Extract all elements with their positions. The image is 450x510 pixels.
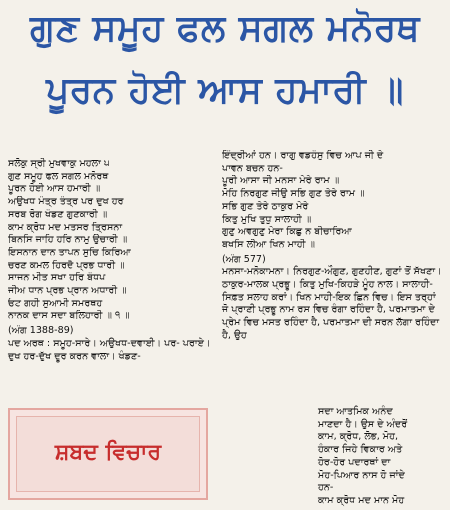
verse-line: ਨਾਨਕ ਦਾਸ ਸਦਾ ਬਲਿਹਾਰੀ ॥ ੧ ॥	[8, 310, 130, 322]
verse-line: ਬਿਨਸਿ ਜਾਹਿ ਹਰਿ ਨਾਮੁ ਉਚਾਰੀ ॥	[8, 234, 128, 246]
verse-line: ਚਰਣ ਕਮਲ ਹਿਰਦੈ ਪ੍ਰਭ ਧਾਰੀ ॥	[8, 259, 125, 271]
verse-line: ਸਾਜਨ ਮੀਤ ਸਖਾ ਹਰਿ ਬੰਧਪ	[8, 272, 106, 284]
right-bottom-line: ਮੋਹ-ਪਿਆਰ ਨਾਸ ਹੋ ਜਾਂਦੇ	[318, 469, 405, 481]
right-line: ਪਾਵਨ ਬਚਨ ਹਨ-	[222, 162, 283, 174]
ang-reference: (ਅੰਗ 577)	[222, 253, 266, 265]
right-line: ਇੰਦ੍ਰੀਆਂ ਹਨ। ਰਾਗੁ ਵਡਹੰਸੁ ਵਿਚ ਆਪ ਜੀ ਦੇ	[222, 150, 384, 161]
right-bottom-line: ਕਾਮ ਕ੍ਰੋਧ ਮਦ ਮਾਨ ਮੋਹ	[318, 494, 405, 506]
right-bottom-line: ਸਦਾ ਆਤਮਿਕ ਅਨੰਦ	[318, 406, 393, 417]
headline	[0, 0, 450, 140]
right-column	[222, 150, 444, 343]
verse-line: ਸਲੋਕੁ ਸ੍ਰੀ ਮੁਖਵਾਕੁ ਮਹਲਾ ੫	[8, 158, 110, 169]
headline-line-2: ਪੂਰਨ ਹੋਈ ਆਸ ਹਮਾਰੀ ॥	[46, 70, 404, 111]
left-column	[8, 158, 214, 363]
verse-line: ਕਾਮ ਕ੍ਰੋਧ ਮਦ ਮਤਸਰ ਤ੍ਰਿਸਨਾ	[8, 221, 123, 233]
verse-line: ਅਉਖਧ ਮੰਤ੍ਰ ਤੰਤ੍ਰ ਪਰ ਦੁਖ ਹਰ	[8, 196, 124, 208]
right-bottom-line: ਹਨ-	[318, 482, 334, 494]
verse-line: ਜੀਅ ਧਾਨ ਪ੍ਰਭ ਪ੍ਰਾਨ ਅਧਾਰੀ ॥	[8, 285, 127, 297]
verse-line: ਪੂਰੀ ਆਸਾ ਜੀ ਮਨਸਾ ਮੇਰੇ ਰਾਮ ॥	[222, 175, 340, 187]
right-bottom-line: ਕਾਮ, ਕ੍ਰੋਧ, ਲੋਭ, ਮੋਹ,	[318, 431, 399, 443]
shabad-vichar-label: ਸ਼ਬਦ ਵਿਚਾਰ	[54, 440, 162, 465]
word-meaning-paragraph: ਪਦ ਅਰਥ : ਸਮੂਹ-ਸਾਰੇ। ਅਉਖਧ-ਦਵਾਈ। ਪਰ- ਪਰਾਏ। ਦੁਖ ਹਰ-ਦੁੱਖ ਦੂਰ ਕਰਨ ਵਾਲਾ। ਖੰਡਣ-	[8, 337, 211, 362]
shabad-vichar-box	[8, 408, 208, 500]
headline-line-1: ਗੁਣ ਸਮੂਹ ਫਲ ਸਗਲ ਮਨੋਰਥ	[30, 8, 420, 49]
explanation-paragraph: ਮਨਸਾ-ਮਨੋਕਾਮਨਾ। ਨਿਰਗੁਣ-ਔਗੁਣ, ਗੁਣਹੀਣ, ਗੁਣਾਂ ਤੋਂ ਸੱਖਣਾ। ਠਾਕੁਰ-ਮਾਲਕ ਪ੍ਰਭੂ। ਕਿਤੁ ਮੁਖਿ-ਕਿਹੜੇ ਮੂੰਹ ਨਾਲ। ਸਾਲਾਹੀ-ਸਿਫ਼ਤ ਸਲਾਹ ਕਰਾਂ। ਖਿਨ ਮਾਹੀ-ਇਕ ਛਿਨ ਵਿਚ। ਇਸ ਤਰ੍ਹਾਂ ਜੋ ਪ੍ਰਾਣੀ ਪ੍ਰਭੂ ਨਾਮ ਰਸ ਵਿਚ ਰੰਗਾ ਰਹਿੰਦਾ ਹੈ, ਪਰਮਾਤਮਾ ਦੇ ਪ੍ਰੇਮ ਵਿਚ ਮਸਤ ਰਹਿੰਦਾ ਹੈ, ਪਰਮਾਤਮਾ ਦੀ ਸਰਨ ਲੱਗਾ ਰਹਿੰਦਾ ਹੈ, ਉਹ	[222, 266, 442, 341]
right-bottom-column	[318, 406, 444, 508]
verse-line: ਪੂਰਨ ਹੋਈ ਆਸ ਹਮਾਰੀ ॥	[8, 183, 101, 195]
verse-line: ਗੁਣੁ ਅਵਗੁਣੁ ਮੇਰਾ ਕਿਛੁ ਨ ਬੀਚਾਰਿਆ	[222, 226, 352, 238]
verse-line: ਗੁਣ ਸਮੂਹ ਫਲ ਸਗਲ ਮਨੋਰਥ	[8, 170, 109, 182]
verse-line: ਸਰਬ ਰੋਗ ਖੰਡਣ ਗੁਣਕਾਰੀ ॥	[8, 208, 108, 220]
right-bottom-line: ਹੋਰ-ਹੋਰ ਪਦਾਰਥਾਂ ਦਾ	[318, 456, 391, 468]
verse-line: ਓਟ ਗਹੀ ਸੁਆਮੀ ਸਮਰਥਹ	[8, 297, 103, 309]
verse-line: ਬਖਸਿ ਲੀਆ ਖਿਨ ਮਾਹੀ ॥	[222, 238, 316, 250]
ang-reference: (ਅੰਗ 1388-89)	[8, 325, 74, 337]
right-bottom-line: ਹੰਕਾਰ ਜਿਹੇ ਵਿਕਾਰ ਅਤੇ	[318, 444, 403, 456]
verse-line: ਕਿਤੁ ਮੁਖਿ ਤੁਧੁ ਸਾਲਾਹੀ ॥	[222, 213, 312, 225]
right-bottom-line: ਮਾਣਦਾ ਹੈ। ਉਸ ਦੇ ਅੰਦਰੋਂ	[318, 418, 408, 430]
verse-line: ਸਭਿ ਗੁਣ ਤੇਰੇ ਠਾਕੁਰ ਮੇਰੇ	[222, 200, 309, 212]
verse-line: ਮੋਹਿ ਨਿਰਗੁਣ ਜੀਉ ਸਭਿ ਗੁਣ ਤੇਰੇ ਰਾਮ ॥	[222, 188, 365, 200]
verse-line: ਇਸਨਾਨ ਦਾਨ ਤਾਪਨ ਸੁਚਿ ਕਿਰਿਆ	[8, 246, 131, 258]
